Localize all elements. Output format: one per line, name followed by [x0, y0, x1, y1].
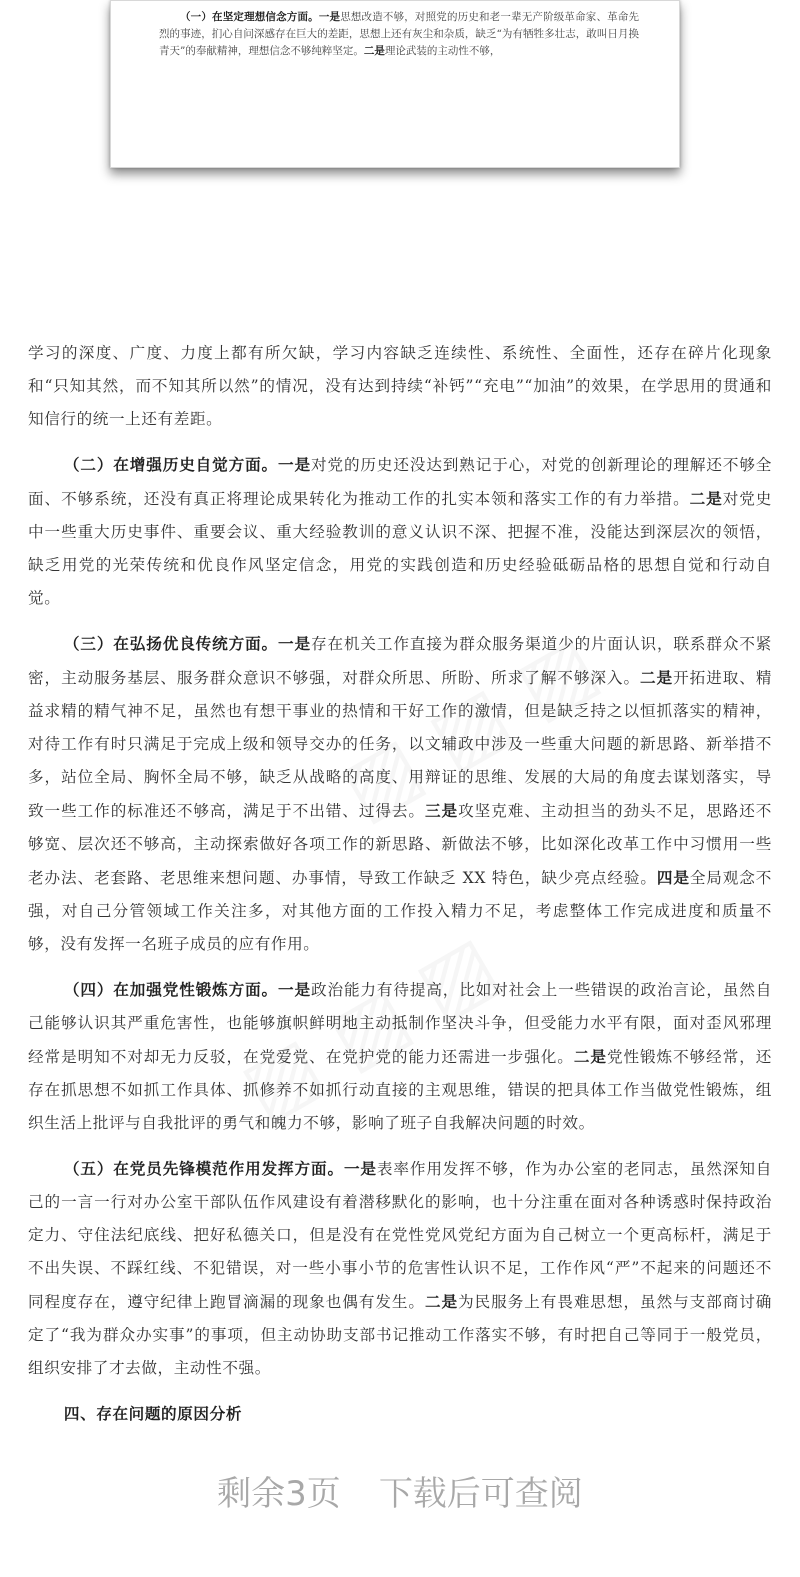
paragraph-text: 学习的深度、广度、力度上都有所欠缺，学习内容缺乏连续性、系统性、全面性，还存在碎片化现象和“只知其然，而不知其所以然”的情况，没有达到持续“补钙”“充电”“加油”的效果，在学思用的贯通和知信行的统一上还有差距。 — [28, 344, 772, 428]
preview-one: 一是 — [318, 11, 341, 23]
point-marker: 二是 — [573, 1047, 607, 1066]
section-lead: （五）在党员先锋模范作用发挥方面。 — [63, 1159, 344, 1178]
point-marker: 二是 — [689, 489, 723, 508]
paragraph-party-spirit — [28, 973, 772, 1140]
paragraph-text: 开拓进取、精益求精的精气神不足，虽然也有想干事业的热情和干好工作的激情，但是缺乏持之以恒抓落实的精神，对待工作有时只满足于完成上级和领导交办的任务，以文辅政中涉及一些重大问题的新思路、新举措不多，站位全局、胸怀全局不够，缺乏从战略的高度、用辩证的思维、发展的大局的角度去谋划落实，导致一些工作的标准还不够高，满足于不出错、过得去。 — [28, 669, 773, 820]
document-body — [28, 337, 772, 1430]
point-marker: 一是 — [278, 634, 311, 653]
preview-two: 二是 — [363, 45, 385, 57]
paragraph-continuation — [28, 337, 772, 436]
page-preview-card — [110, 0, 680, 168]
paragraph-text: 为民服务上有畏难思想，虽然与支部商讨确定了“我为群众办实事”的事项，但主动协助支部书记推动工作落实不够，有时把自己等同于一般党员，组织安排了才去做，主动性不强。 — [28, 1293, 773, 1377]
paragraph-history — [28, 448, 772, 615]
point-marker: 二是 — [640, 668, 674, 687]
paragraph-text: 对党史中一些重大历史事件、重要会议、重大经验教训的意义认识不深、把握不准，没能达到深层次的领悟，缺乏用党的光荣传统和优良作风坚定信念，用党的实践创造和历史经验砥砺品格的思想自觉和行动自觉。 — [28, 490, 772, 607]
paragraph-text: 存在机关工作直接为群众服务渠道少的片面认识，联系群众不紧密，主动服务基层、服务群众意识不够强，对群众所思、所盼、所求了解不够深入。 — [28, 635, 772, 687]
paragraph-tradition — [28, 627, 772, 961]
paragraph-text: 表率作用发挥不够，作为办公室的老同志，虽然深知自己的一言一行对办公室干部队伍作风建设有着潜移默化的影响，也十分注重在面对各种诱惑时保持政治定力、守住法纪底线、把好私德关口，但是没有在党性党风党纪方面为自己树立一个更高标杆，满足于不出失误、不踩红线、不犯错误，对一些小事小节的危害性认识不足，工作作风“严”不起来的问题还不同程度存在，遵守纪律上跑冒滴漏的现象也偶有发生。 — [28, 1160, 772, 1311]
preview-text-1: 思想改造不够，对照党的历史和老一辈无产阶级革命家、革命先烈的事迹，扪心自问深感存在巨大的差距，思想上还有灰尘和杂质，缺乏“为有牺牲多壮志，敢叫日月换青天”的奉献精神，理想信念不够纯粹坚定。 — [159, 11, 640, 57]
paragraph-text: 政治能力有待提高，比如对社会上一些错误的政治言论，虽然自己能够认识其严重危害性，也能够旗帜鲜明地主动抵制作坚决斗争，但受能力水平有限，面对歪风邪理经常是明知不对却无力反驳，在党爱党、在党护党的能力还需进一步强化。 — [28, 981, 772, 1066]
preview-paragraph — [159, 9, 639, 60]
paragraph-text: 党性锻炼不够经常，还存在抓思想不如抓工作具体、抓修养不如抓行动直接的主观思维，错误的把具体工作当做党性锻炼，组织生活上批评与自我批评的勇气和魄力不够，影响了班子自我解决问题的时效。 — [28, 1048, 772, 1132]
paragraph-text: 对党的历史还没达到熟记于心，对党的创新理论的理解还不够全面、不够系统，还没有真正将理论成果转化为推动工作的扎实本领和落实工作的有力举措。 — [28, 456, 772, 508]
download-to-view-text: 下载后可查阅 — [378, 1474, 583, 1514]
point-marker: 二是 — [424, 1292, 459, 1311]
preview-lead: （一）在坚定理想信念方面。 — [180, 11, 319, 23]
section-lead: （三）在弘扬优良传统方面。 — [63, 634, 279, 653]
paragraph-text: 攻坚克难、主动担当的劲头不足，思路还不够宽、层次还不够高，主动探索做好各项工作的新思路、新做法不够，比如深化改革工作中习惯用一些老办法、老套路、老思维来想问题、办事情，导致工作缺乏 XX 特色，缺少亮点经验。 — [28, 802, 773, 887]
section-heading: 四、存在问题的原因分析 — [63, 1404, 243, 1423]
section-lead: （四）在加强党性锻炼方面。 — [63, 980, 279, 999]
remaining-pages-text: 剩余3页 — [217, 1474, 341, 1514]
paragraph-vanguard — [28, 1152, 772, 1385]
point-marker: 三是 — [424, 801, 459, 820]
download-prompt[interactable] — [0, 1466, 800, 1515]
point-marker: 四是 — [656, 868, 690, 887]
point-marker: 一是 — [278, 980, 311, 999]
point-marker: 一是 — [343, 1159, 377, 1178]
paragraph-text: 全局观念不强，对自己分管领域工作关注多，对其他方面的工作投入精力不足，考虑整体工作完成进度和质量不够，没有发挥一名班子成员的应有作用。 — [28, 869, 772, 953]
point-marker: 一是 — [278, 455, 311, 474]
section-lead: （二）在增强历史自觉方面。 — [63, 455, 279, 474]
preview-text-2: 理论武装的主动性不够， — [384, 45, 501, 57]
